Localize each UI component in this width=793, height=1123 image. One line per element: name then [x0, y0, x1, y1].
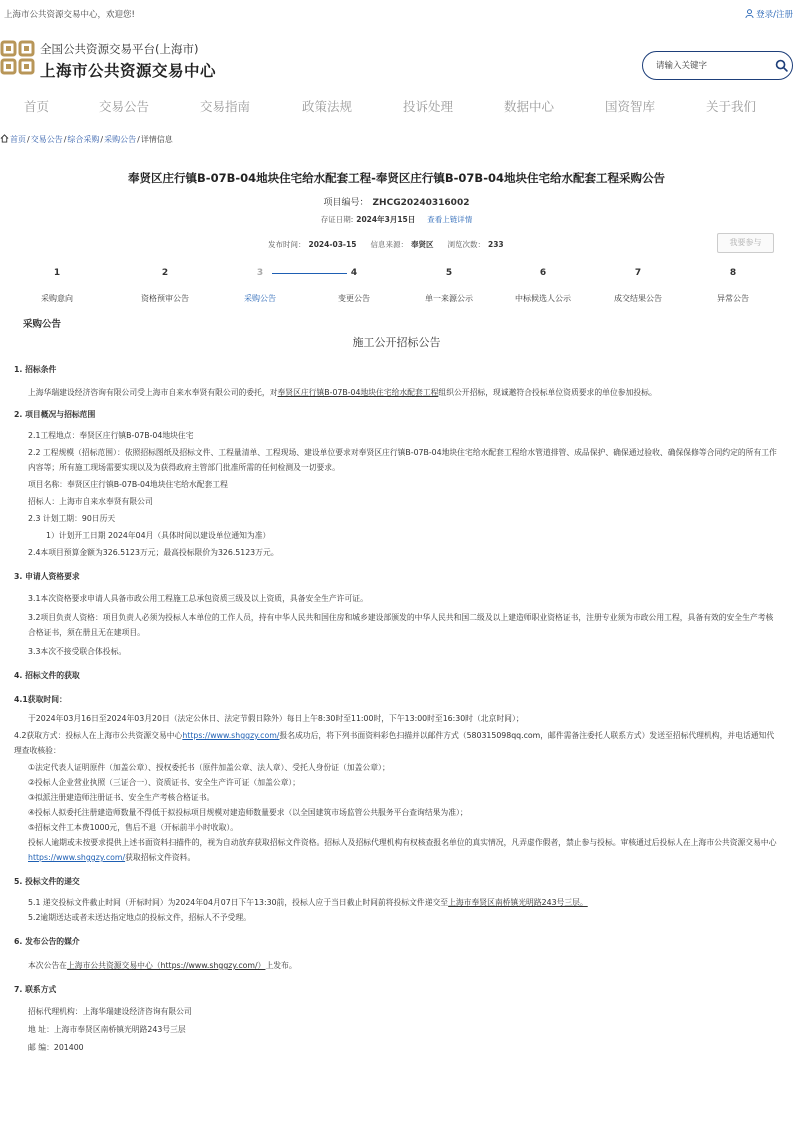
step-6[interactable] — [498, 268, 588, 304]
source-label: 信息来源： — [370, 240, 408, 249]
page-title: 奉贤区庄行镇B-07B-04地块住宅给水配套工程-奉贤区庄行镇B-07B-04地块住宅给水配套工程采购公告 — [128, 171, 665, 185]
site-link[interactable]: https://www.shggzy.com/ — [28, 853, 126, 862]
contact-postcode: 邮 编：201400 — [28, 1043, 84, 1052]
paragraph: 2.2 工程规模（招标范围）：依照招标图纸及招标文件、工程量清单、工程现场、建设单位要求对奉贤区庄行镇B-07B-04地块住宅给水配套工程给水管道排管、成品保护、确保通过验收、确保保修等合同约定的所有工作内容等；所有施工现场需要实现以及为获得政府主管部门批准所需的任何检测及一切要求。 — [28, 448, 777, 472]
section-tab: 采购公告 — [23, 319, 62, 330]
org-platform-name: 全国公共资源交易平台(上海市) — [40, 42, 199, 56]
section-heading: 6. 发布公告的媒介 — [14, 937, 80, 946]
paragraph: 3.3本次不接受联合体投标。 — [28, 647, 127, 656]
logo-icon — [0, 40, 36, 76]
list-item: ②投标人企业营业执照（三证合一）、资质证书、安全生产许可证（加盖公章）； — [28, 778, 301, 787]
step-8[interactable] — [688, 268, 778, 304]
views-label: 浏览次数： — [447, 240, 485, 249]
step-number: 3 — [256, 268, 264, 278]
top-bar — [0, 0, 793, 26]
text: 报名成功后，将下列书面资料彩色扫描并以邮件方式（580315098qq.com，邮件需备注委托人联系方式）发送至招标代理机构，并电话通知代理查收核验： — [14, 731, 775, 755]
step-1[interactable] — [12, 268, 102, 304]
step-label: 中标候选人公示 — [515, 294, 571, 303]
text: 组织公开招标，现诚邀符合投标单位资质要求的单位参加投标。 — [438, 388, 657, 397]
text: 5.1 递交投标文件截止时间（开标时间）为2024年04月07日下午13:30前，投标人应于当日截止时间前将投标文件递交至 — [28, 898, 449, 907]
subsection-heading: 4.1获取时间： — [14, 695, 67, 704]
list-item: ④投标人拟委托注册建造师数量不得低于拟投标项目规模对建造师数量要求（以全国建筑市场监管公共服务平台查询结果为准）； — [28, 808, 468, 817]
list-item: ③拟派注册建造师注册证书、安全生产考核合格证书。 — [28, 793, 215, 802]
publish-time-value: 2024-03-15 — [308, 240, 357, 249]
step-label: 采购意向 — [41, 294, 73, 303]
join-button[interactable]: 我要参与 — [717, 233, 774, 253]
process-steps — [0, 268, 793, 308]
breadcrumb-announcements[interactable]: 交易公告 — [30, 135, 63, 144]
step-label: 变更公告 — [338, 294, 370, 303]
step-number: 2 — [161, 268, 169, 278]
paragraph: 于2024年03月16日至2024年03月20日（法定公休日、法定节假日除外）每日上午8:30时至11:00时，下午13:00时至16:30时（北京时间）； — [28, 714, 524, 723]
nav-item-about[interactable]: 关于我们 — [706, 99, 757, 114]
step-number: 1 — [53, 268, 61, 278]
paragraph — [14, 728, 780, 758]
nav-item-complaints[interactable]: 投诉处理 — [403, 99, 454, 114]
paragraph: 2.1工程地点：奉贤区庄行镇B-07B-04地块住宅 — [28, 431, 194, 440]
paragraph: 2.3 计划工期：90日历天 — [28, 514, 116, 523]
project-number-value: ZHCG20240316002 — [372, 198, 470, 208]
section-heading: 2. 项目概况与招标范围 — [14, 410, 96, 419]
paragraph — [14, 895, 780, 910]
list-item: ①法定代表人证明原件（加盖公章）、授权委托书（原件加盖公章、法人章）、受托人身份证（加盖公章）； — [28, 763, 390, 772]
source-value: 奉贤区 — [410, 240, 434, 249]
step-label: 成交结果公告 — [614, 294, 662, 303]
nav-item-announcements[interactable]: 交易公告 — [99, 99, 150, 114]
step-4[interactable] — [309, 268, 399, 304]
step-label: 异常公告 — [717, 294, 749, 303]
paragraph: 3.2项目负责人资格：项目负责人必须为投标人本单位的工作人员，持有中华人民共和国住房和城乡建设部颁发的中华人民共和国二级及以上建造师职业资格证书，注册专业须为市政公用工程，具备有效的安全生产考核合格证书，须在册且无在建项目。 — [28, 613, 774, 637]
publish-meta — [268, 239, 518, 250]
step-label: 单一来源公示 — [425, 294, 473, 303]
section-heading: 4. 招标文件的获取 — [14, 671, 80, 680]
nav-item-guide[interactable]: 交易指南 — [200, 99, 251, 114]
chain-detail-link[interactable]: 查看上链详情 — [427, 215, 473, 224]
paragraph — [14, 385, 780, 400]
section-heading: 1. 招标条件 — [14, 365, 57, 374]
contact-address: 地 址：上海市奉贤区南桥镇光明路243号三层 — [28, 1025, 186, 1034]
media-link[interactable]: 上海市公共资源交易中心（https://www.shggzy.com/） — [66, 961, 266, 970]
list-item: ⑤招标文件工本费1000元，售后不退（开标前半小时收取）。 — [28, 823, 239, 832]
paragraph: 5.2逾期送达或者未送达指定地点的投标文件，招标人不予受理。 — [28, 913, 251, 922]
step-number: 6 — [539, 268, 547, 278]
project-name-text: 奉贤区庄行镇B-07B-04地块住宅给水配套工程 — [277, 388, 439, 397]
step-number: 8 — [729, 268, 737, 278]
home-icon — [0, 134, 9, 143]
step-3[interactable] — [215, 268, 305, 304]
paragraph: 招标人：上海市自来水奉贤有限公司 — [28, 497, 153, 506]
step-number: 4 — [350, 268, 358, 278]
cert-info — [0, 214, 793, 225]
cert-date-value: 2024年3月15日 — [356, 215, 416, 224]
breadcrumb-current: 详情信息 — [140, 135, 173, 144]
step-7[interactable] — [593, 268, 683, 304]
paragraph — [14, 835, 780, 865]
text: 获取招标文件资料。 — [125, 853, 196, 862]
step-number: 5 — [445, 268, 453, 278]
welcome-text: 上海市公共资源交易中心，欢迎您! — [4, 10, 135, 20]
main-nav — [0, 97, 793, 117]
site-link[interactable]: https://www.shggzy.com/ — [182, 731, 280, 740]
document-title: 施工公开招标公告 — [352, 336, 441, 349]
paragraph: 项目名称：奉贤区庄行镇B-07B-04地块住宅给水配套工程 — [28, 480, 228, 489]
login-link[interactable] — [745, 8, 793, 20]
paragraph: 3.1本次资格要求申请人具备市政公用工程施工总承包资质三级及以上资质，具备安全生产许可证。 — [28, 594, 368, 603]
text: 4.2获取方式：投标人在上海市公共资源交易中心 — [14, 731, 183, 740]
step-5[interactable] — [404, 268, 494, 304]
nav-item-policy[interactable]: 政策法规 — [302, 99, 353, 114]
breadcrumb-home[interactable]: 首页 — [10, 135, 26, 144]
text: 上海华瑞建设经济咨询有限公司受上海市自来水奉贤有限公司的委托，对 — [28, 388, 278, 397]
breadcrumb-procurement-notice[interactable]: 采购公告 — [104, 135, 137, 144]
project-number — [0, 195, 793, 208]
search-box — [642, 51, 793, 80]
nav-item-data-center[interactable]: 数据中心 — [504, 99, 555, 114]
login-label[interactable]: 登录/注册 — [756, 10, 793, 20]
paragraph: 1）计划开工日期 2024年04月（具体时间以建设单位通知为准） — [46, 531, 271, 540]
paragraph — [14, 958, 780, 973]
breadcrumb: 首页/交易公告/综合采购/采购公告/详情信息 — [0, 134, 173, 145]
publish-time-label: 发布时间： — [268, 240, 306, 249]
project-number-label: 项目编号： — [323, 198, 369, 208]
text: 上发布。 — [265, 961, 297, 970]
text: 投标人逾期或未按要求提供上述书面资料扫描件的，视为自动放弃获取招标文件资格。招标人及招标代理机构有权核查报名单位的真实情况，凡弄虚作假者，禁止参与投标。审核通过后投标人在上海市公共资源交易中心 — [28, 838, 777, 847]
step-label: 采购公告 — [244, 294, 276, 303]
paragraph: 2.4本项目预算金额为326.5123万元；最高投标限价为326.5123万元。 — [28, 548, 279, 557]
text: 本次公告在 — [28, 961, 67, 970]
document-body — [14, 362, 780, 1055]
breadcrumb-procurement[interactable]: 综合采购 — [67, 135, 100, 144]
section-heading: 7. 联系方式 — [14, 985, 57, 994]
org-center-name: 上海市公共资源交易中心 — [40, 62, 217, 80]
nav-item-think-tank[interactable]: 国资智库 — [605, 99, 656, 114]
nav-item-home[interactable]: 首页 — [24, 99, 50, 114]
search-input[interactable] — [656, 59, 766, 72]
section-heading: 5. 投标文件的递交 — [14, 877, 80, 886]
step-label: 资格预审公告 — [141, 294, 189, 303]
address-text: 上海市奉贤区南桥镇光明路243号三层。 — [448, 898, 588, 907]
contact-agency: 招标代理机构：上海华瑞建设经济咨询有限公司 — [28, 1007, 192, 1016]
step-number: 7 — [634, 268, 642, 278]
cert-date-label: 存证日期: — [320, 215, 354, 224]
views-value: 233 — [487, 240, 504, 249]
section-heading: 3. 申请人资格要求 — [14, 572, 80, 581]
step-2[interactable] — [120, 268, 210, 304]
search-icon[interactable] — [775, 59, 788, 72]
user-icon — [745, 9, 754, 18]
